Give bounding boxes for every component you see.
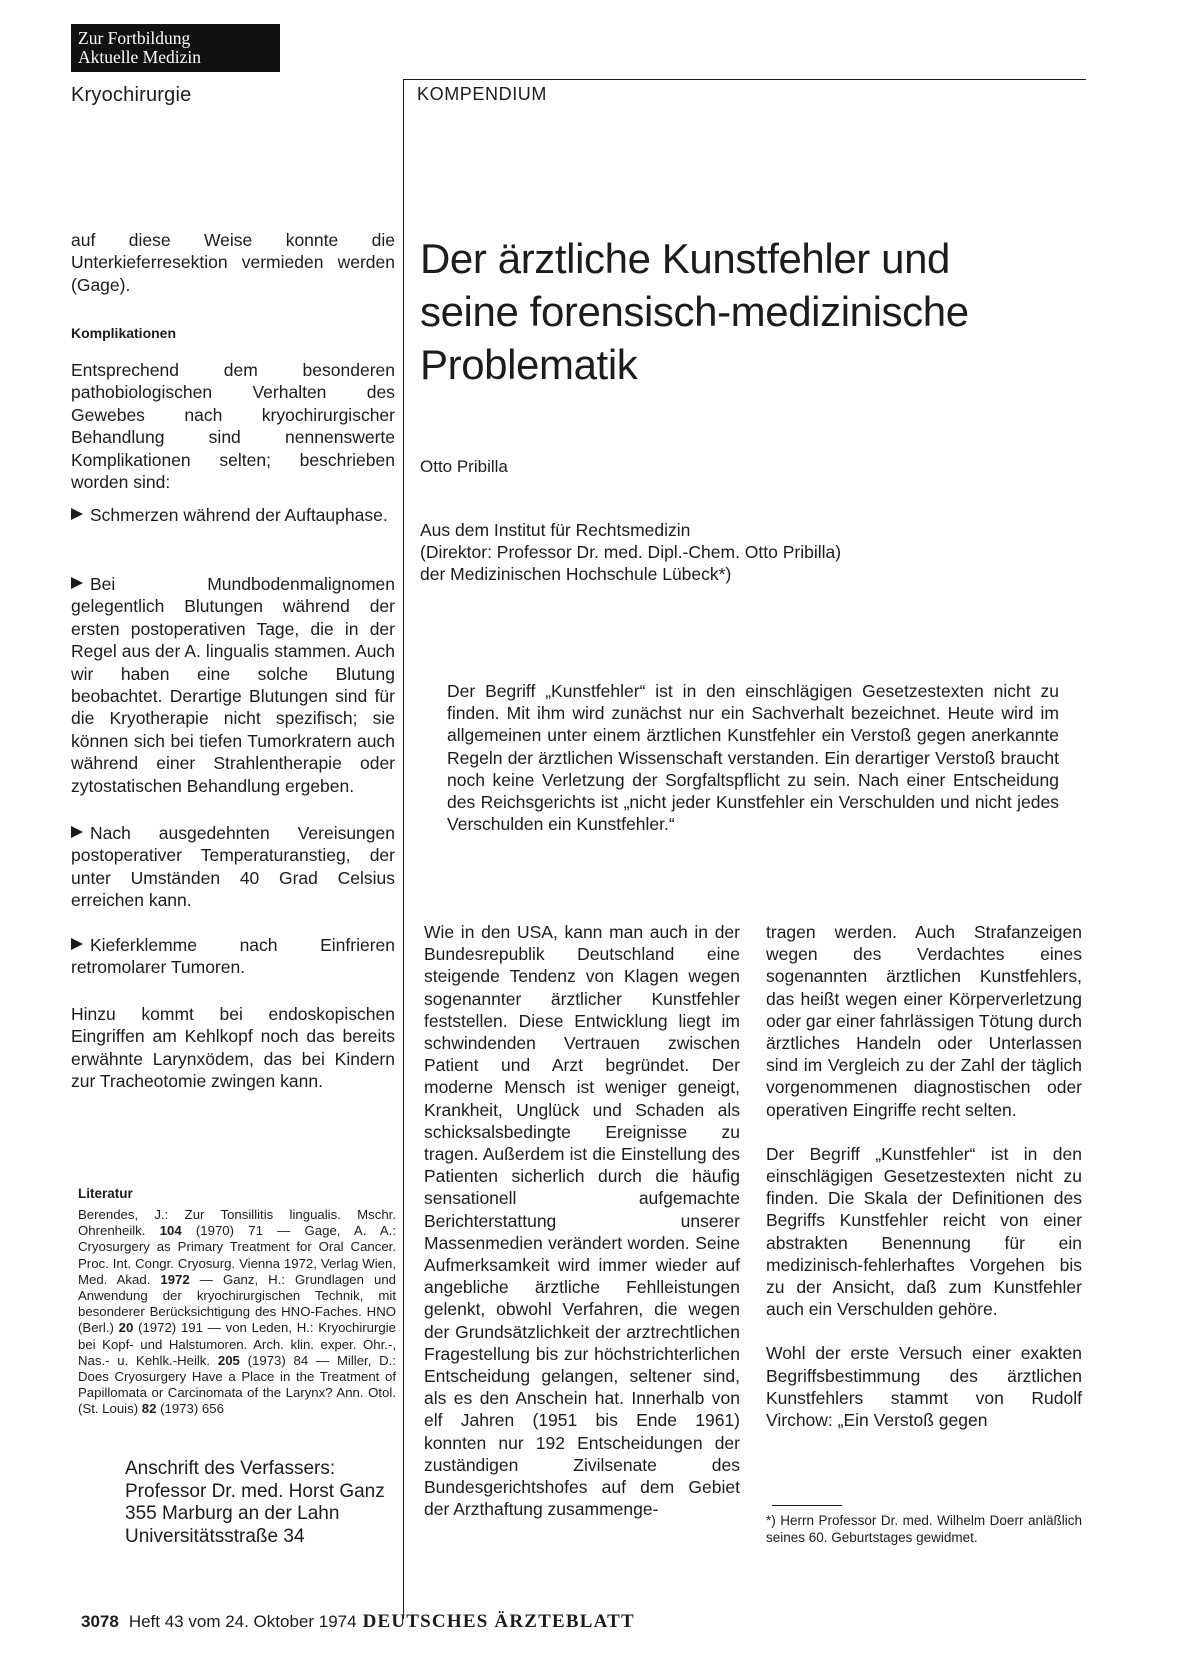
institution-line: der Medizinischen Hochschule Lübeck*): [420, 564, 732, 584]
left-intro-text: auf diese Weise konnte die Unterkieferresektion vermieden werden (Gage).: [71, 230, 395, 295]
author-address: [125, 1458, 405, 1548]
section-label: Kryochirurgie: [71, 84, 192, 106]
body-column-2: [766, 921, 1082, 1431]
page-number: 3078: [81, 1612, 119, 1631]
address-line: Professor Dr. med. Horst Ganz: [125, 1480, 385, 1502]
body-paragraph: Der Begriff „Kunstfehler“ ist in den einschlägigen Gesetzestexten nicht zu finden. Die Skala der Definitionen des Begriffs Kunstfehler reicht von einer abstrakten Benennung für ein medizinisch-fehlerhaftes Vorgehen bis zu der Ansicht, daß zum Kunstfehler auch ein Verschulden gehöre.: [766, 1143, 1082, 1320]
bullet-triangle-icon: [71, 508, 83, 520]
institution: [420, 519, 1060, 585]
body-paragraph: tragen werden. Auch Strafanzeigen wegen des Verdachtes eines sogenannten ärztlichen Kunstfehlers, das heißt wegen einer Körperverletzung oder gar einer fahrlässigen Tötung durch ärztliches Handeln oder Unterlassen sind im Vergleich zu der Zahl der täglich vorgenommenen diagnostischen oder operativen Eingriffe recht selten.: [766, 922, 1082, 1120]
footnote: *) Herrn Professor Dr. med. Wilhelm Doerr anläßlich seines 60. Geburtstages gewidmet.: [766, 1513, 1082, 1545]
article-author: Otto Pribilla: [420, 457, 508, 476]
ref-text: (1972) 191 — von Leden, H.: Kryochirurgie bei Kopf- und Halstumoren. Arch. klin. exper. Ohr.-, Nas.- u. Kehlk.-Heilk.: [78, 1320, 396, 1368]
ref-text: Berendes, J.: Zur Tonsillitis lingualis. Mschr. Ohrenheilk.: [78, 1207, 396, 1239]
footnote-rule: [772, 1505, 842, 1506]
issue-info: Heft 43 vom 24. Oktober 1974: [128, 1612, 357, 1631]
ref-text: (1973) 656: [160, 1401, 224, 1417]
ref-text: (1973) 84 — Miller, D.: Does Cryosurgery Have a Place in the Treatment of Papillomata or Carcinomata of the Larynx? Ann. Otol. (St. Louis): [78, 1352, 397, 1417]
list-item-text: Schmerzen während der Auftauphase.: [90, 505, 388, 525]
bullet-triangle-icon: [71, 577, 83, 589]
list-item-text: Bei Mundbodenmalignomen gelegentlich Blutungen während der ersten postoperativen Tage, die in der Regel aus der A. lingualis stammen. Auch wir haben eine solche Blutung beobachtet. Derartige Blutungen sind für die Kryotherapie nicht spezifisch; sie können sich bei tiefen Tumorkratern auch während einer Strahlentherapie oder zytostatischen Behandlung ergeben.: [71, 574, 395, 796]
body-paragraph: Wie in den USA, kann man auch in der Bundesrepublik Deutschland eine steigende Tendenz von Klagen wegen sogenannter ärztlicher Kunstfehler feststellen. Diese Entwicklung liegt im schwindenden Vertrauen zwischen Patient und Arzt begründet. Der moderne Mensch ist weniger geneigt, Krankheit, Unglück und Schaden als schicksalsbedingte Ereignisse zu tragen. Außerdem ist die Einstellung des Patienten sicherlich durch die häufig sensationell aufgemachte Berichterstattung unserer Massenmedien verändert worden. Seine Aufmerksamkeit wird immer wieder auf angebliche ärztliche Fehlleistungen gelenkt, obwohl Verfahren, die wegen der Grundsätzlichkeit der arztrechtlichen Fragestellung bis zur höchstrichterlichen Entscheidung gelangen, seltener sind, als es den Anschein hat. Innerhalb von elf Jahren (1951 bis Ende 1961) konnten nur 192 Entscheidungen der zuständigen Zivilsenate des Bundesgerichtshofes auf dem Gebiet der Arzthaftung zusammenge-: [424, 922, 740, 1520]
badge-line-2: Aktuelle Medizin: [78, 47, 201, 67]
bullet-triangle-icon: [71, 826, 83, 838]
ref-volume: 82: [141, 1401, 157, 1417]
ref-text: — Ganz, H.: Grundlagen und Anwendung der kryochirurgischen Technik, mit besonderer Berücksichtigung des HNO-Faches. HNO (Berl.): [78, 1271, 396, 1336]
title-line: seine forensisch-medizinische: [420, 288, 969, 335]
list-item: [71, 573, 395, 797]
abstract-text: Der Begriff „Kunstfehler“ ist in den einschlägigen Gesetzestexten nicht zu finden. Mit ihm wird zunächst nur ein Sachverhalt bezeichnet. Heute wird im allgemeinen unter einem ärztlichen Kunstfehler ein Verstoß gegen anerkannte Regeln der ärztlichen Wissenschaft verstanden. Ein derartiger Verstoß braucht noch keine Verletzung der Sorgfaltspflicht zu sein. Nach einer Entscheidung des Reichsgerichts ist „nicht jeder Kunstfehler ein Verschulden und nicht jedes Verschulden ein Kunstfehler.“: [447, 681, 1059, 835]
literature-list: [78, 1207, 396, 1418]
title-line: Der ärztliche Kunstfehler und: [420, 235, 951, 282]
list-item: [71, 822, 395, 912]
journal-name: DEUTSCHES ÄRZTEBLATT: [362, 1611, 635, 1632]
header-rule: [403, 79, 1086, 80]
list-item-text: Kieferklemme nach Einfrieren retromolarer Tumoren.: [71, 935, 395, 978]
category-label: KOMPENDIUM: [417, 84, 548, 104]
title-line: Problematik: [420, 341, 638, 388]
address-line: 355 Marburg an der Lahn: [125, 1503, 340, 1524]
badge-line-1: Zur Fortbildung: [78, 28, 191, 48]
ref-volume: 205: [217, 1352, 240, 1368]
address-line: Anschrift des Verfassers:: [125, 1458, 336, 1479]
series-badge: [71, 24, 280, 72]
abstract: [447, 680, 1059, 835]
complications-intro: [71, 359, 395, 493]
ref-volume: 20: [118, 1320, 134, 1336]
page-footer: [81, 1611, 635, 1633]
ref-volume: 1972: [160, 1271, 190, 1287]
institution-line: (Direktor: Professor Dr. med. Dipl.-Chem. Otto Pribilla): [420, 542, 842, 562]
body-column-1: [424, 921, 740, 1520]
left-intro: [71, 229, 395, 296]
body-paragraph: Wohl der erste Versuch einer exakten Begriffsbestimmung des ärztlichen Kunstfehlers stammt von Rudolf Virchow: „Ein Verstoß gegen: [766, 1343, 1082, 1431]
bullet-triangle-icon: [71, 938, 83, 950]
subhead-komplikationen: Komplikationen: [71, 325, 177, 341]
list-item: [71, 934, 395, 979]
ref-volume: 104: [159, 1223, 182, 1239]
closing-paragraph: [71, 1003, 395, 1093]
complications-intro-text: Entsprechend dem besonderen pathobiologischen Verhalten des Gewebes nach kryochirurgischer Behandlung sind nennenswerte Komplikationen selten; beschrieben worden sind:: [71, 360, 395, 493]
list-item-text: Nach ausgedehnten Vereisungen postoperativer Temperaturanstieg, der unter Umständen 40 Grad Celsius erreichen kann.: [71, 823, 395, 911]
list-item: [71, 504, 395, 526]
closing-paragraph-text: Hinzu kommt bei endoskopischen Eingriffen am Kehlkopf noch das bereits erwähnte Larynxödem, das bei Kindern zur Tracheotomie zwingen kann.: [71, 1004, 395, 1092]
column-divider: [403, 79, 404, 1619]
institution-line: Aus dem Institut für Rechtsmedizin: [420, 520, 691, 540]
literature-heading: Literatur: [78, 1186, 133, 1201]
address-line: Universitätsstraße 34: [125, 1525, 305, 1547]
article-title: [420, 232, 1060, 391]
ref-text: (1970) 71 — Gage, A. A.: Cryosurgery as Primary Treatment for Oral Cancer. Proc. Int. Congr. Cryosurg. Vienna 1972, Verlag Wien, Med. Akad.: [78, 1223, 396, 1287]
